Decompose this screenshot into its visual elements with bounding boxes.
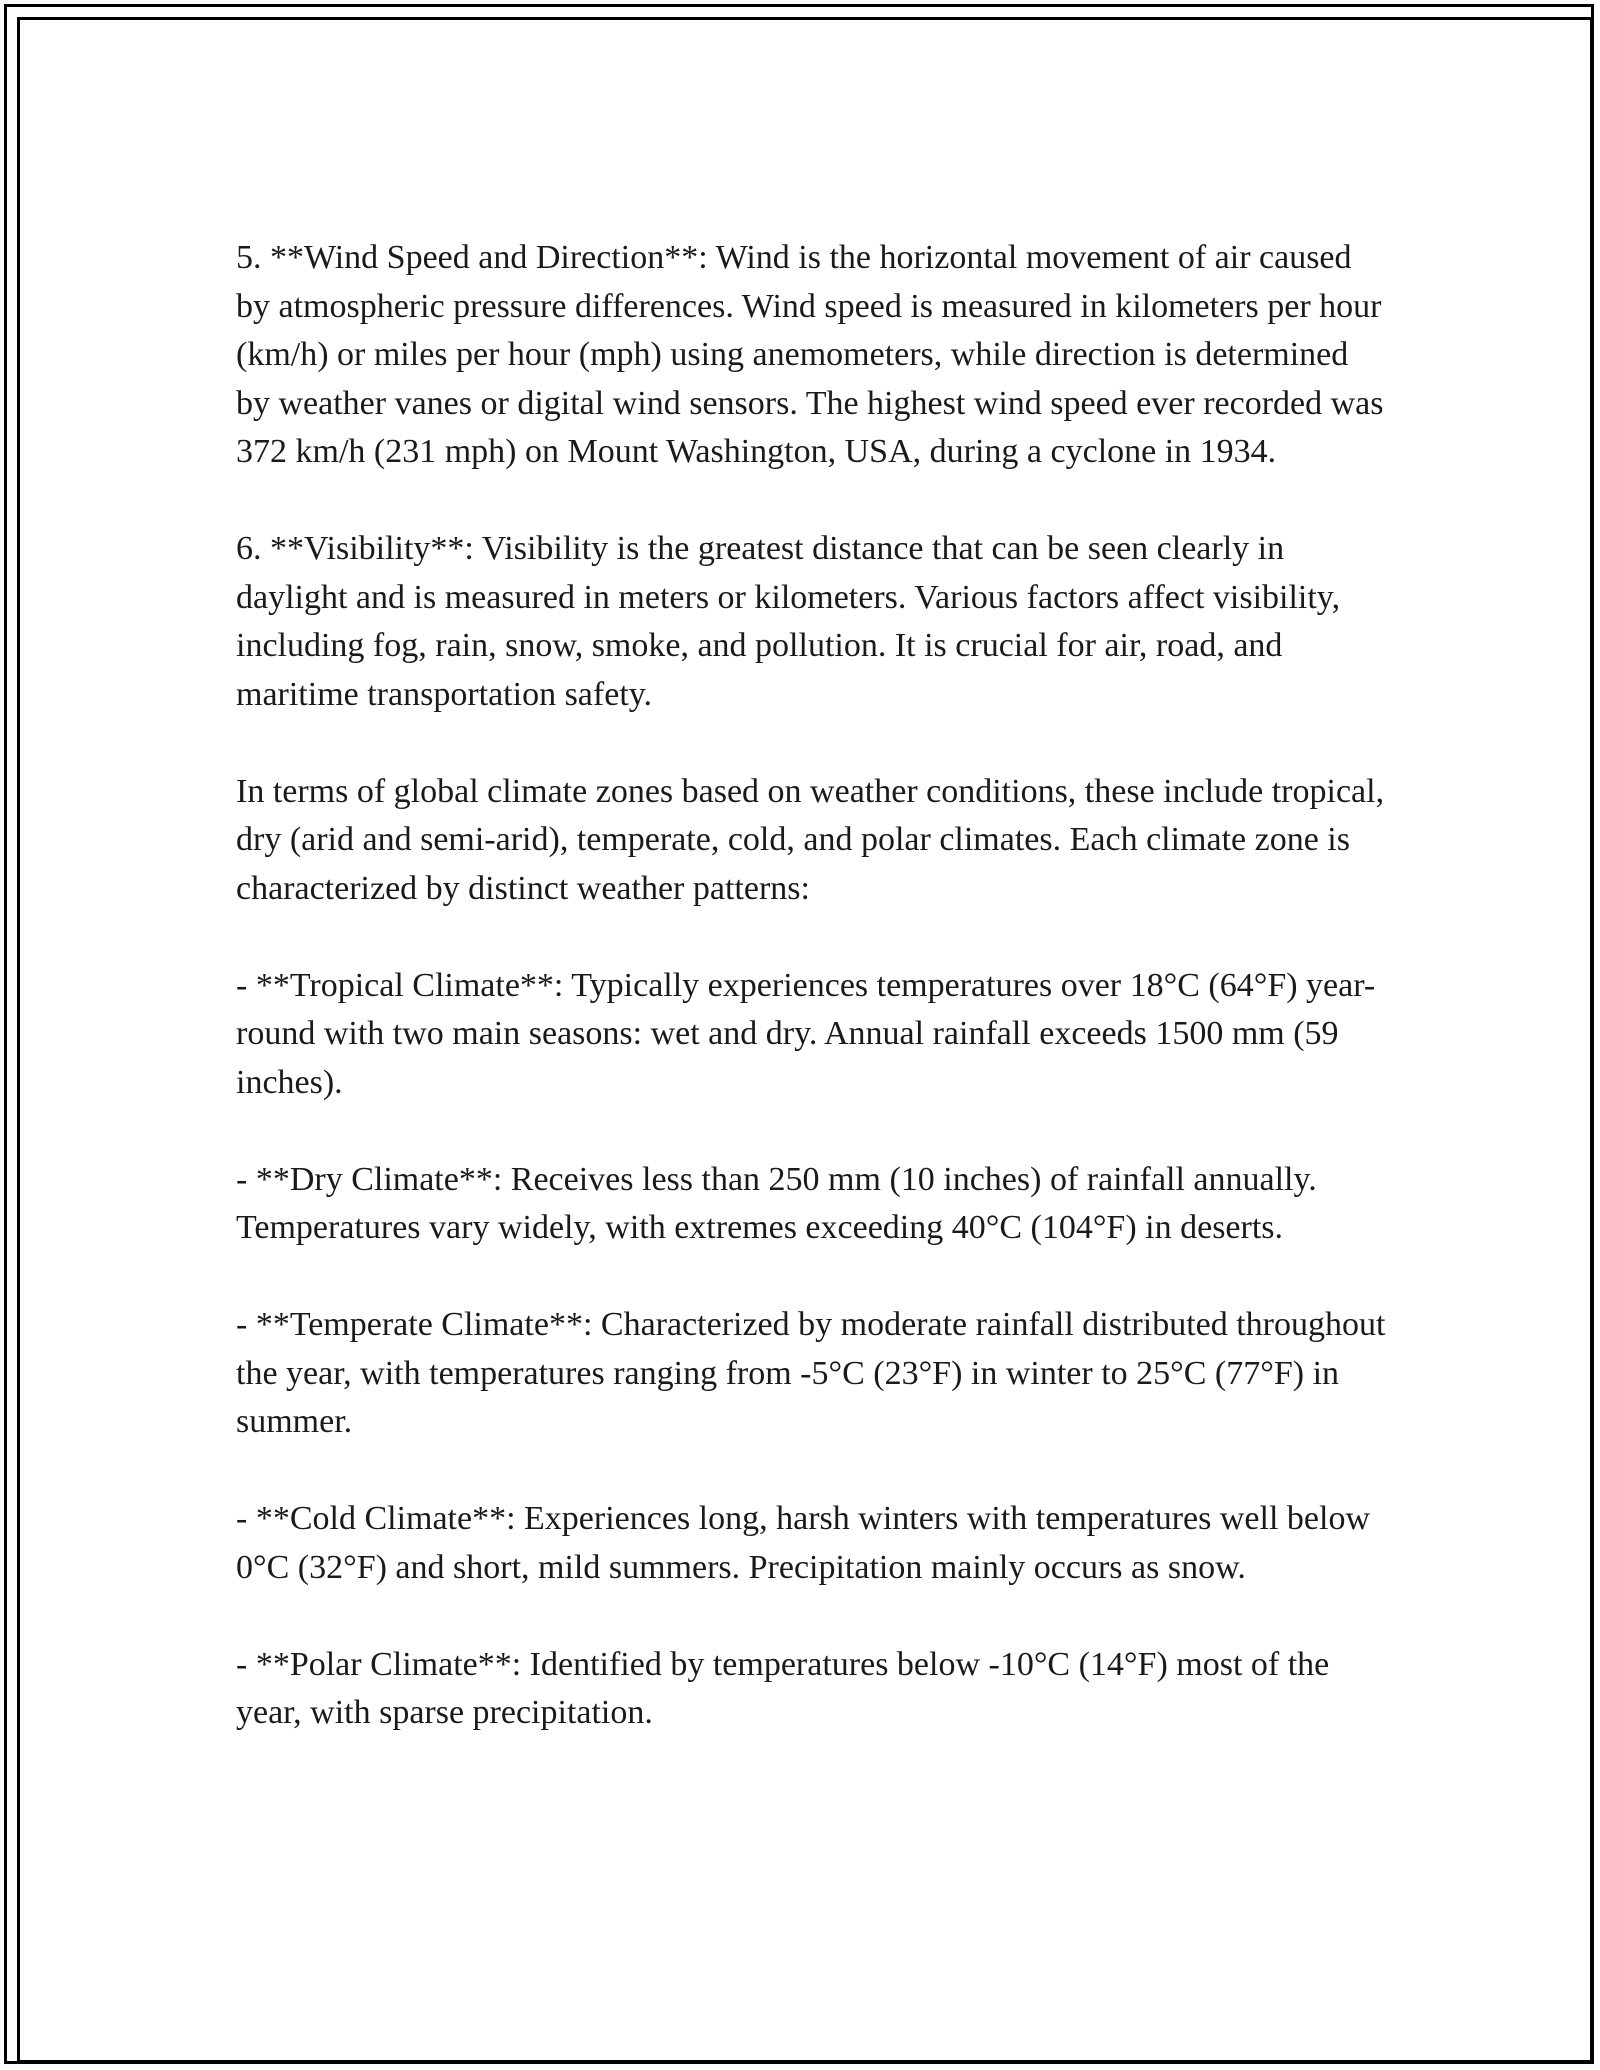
list-item-temperate-climate: - **Temperate Climate**: Characterized by moderate rainfall distributed throughout the year, with temperatures ranging from -5°C (23°F) in winter to 25°C (77°F) in summer. [236,1306,1386,1440]
list-item-tropical-climate: - **Tropical Climate**: Typically experiences temperatures over 18°C (64°F) year-round with two main seasons: wet and dry. Annual rainfall exceeds 1500 mm (59 inches). [236,966,1376,1101]
paragraph-visibility: 6. **Visibility**: Visibility is the greatest distance that can be seen clearly in daylight and is measured in meters or kilometers. Various factors affect visibility, including fog, rain, snow, smoke, and pollution. It is crucial for air, road, and maritime transportation safety. [236,530,1341,713]
paragraph-wind-speed: 5. **Wind Speed and Direction**: Wind is the horizontal movement of air caused by atmospheric pressure differences. Wind speed is measured in kilometers per hour (km/h) or miles per hour (mph) using anemometers, while direction is determined by weather vanes or digital wind sensors. The highest wind speed ever recorded was 372 km/h (231 mph) on Mount Washington, USA, during a cyclone in 1934. [236,239,1384,470]
paragraph-climate-zones-intro: In terms of global climate zones based on weather conditions, these include tropical, dry (arid and semi-arid), temperate, cold, and polar climates. Each climate zone is characterized by distinct weather patterns: [236,772,1385,907]
list-item-dry-climate: - **Dry Climate**: Receives less than 250 mm (10 inches) of rainfall annually. Temperatures vary widely, with extremes exceeding 40°C (104°F) in deserts. [236,1160,1317,1246]
list-item-cold-climate: - **Cold Climate**: Experiences long, harsh winters with temperatures well below 0°C (32°F) and short, mild summers. Precipitation mainly occurs as snow. [236,1500,1371,1586]
document-body [236,234,1386,1738]
list-item-polar-climate: - **Polar Climate**: Identified by temperatures below -10°C (14°F) most of the year, with sparse precipitation. [236,1645,1330,1731]
